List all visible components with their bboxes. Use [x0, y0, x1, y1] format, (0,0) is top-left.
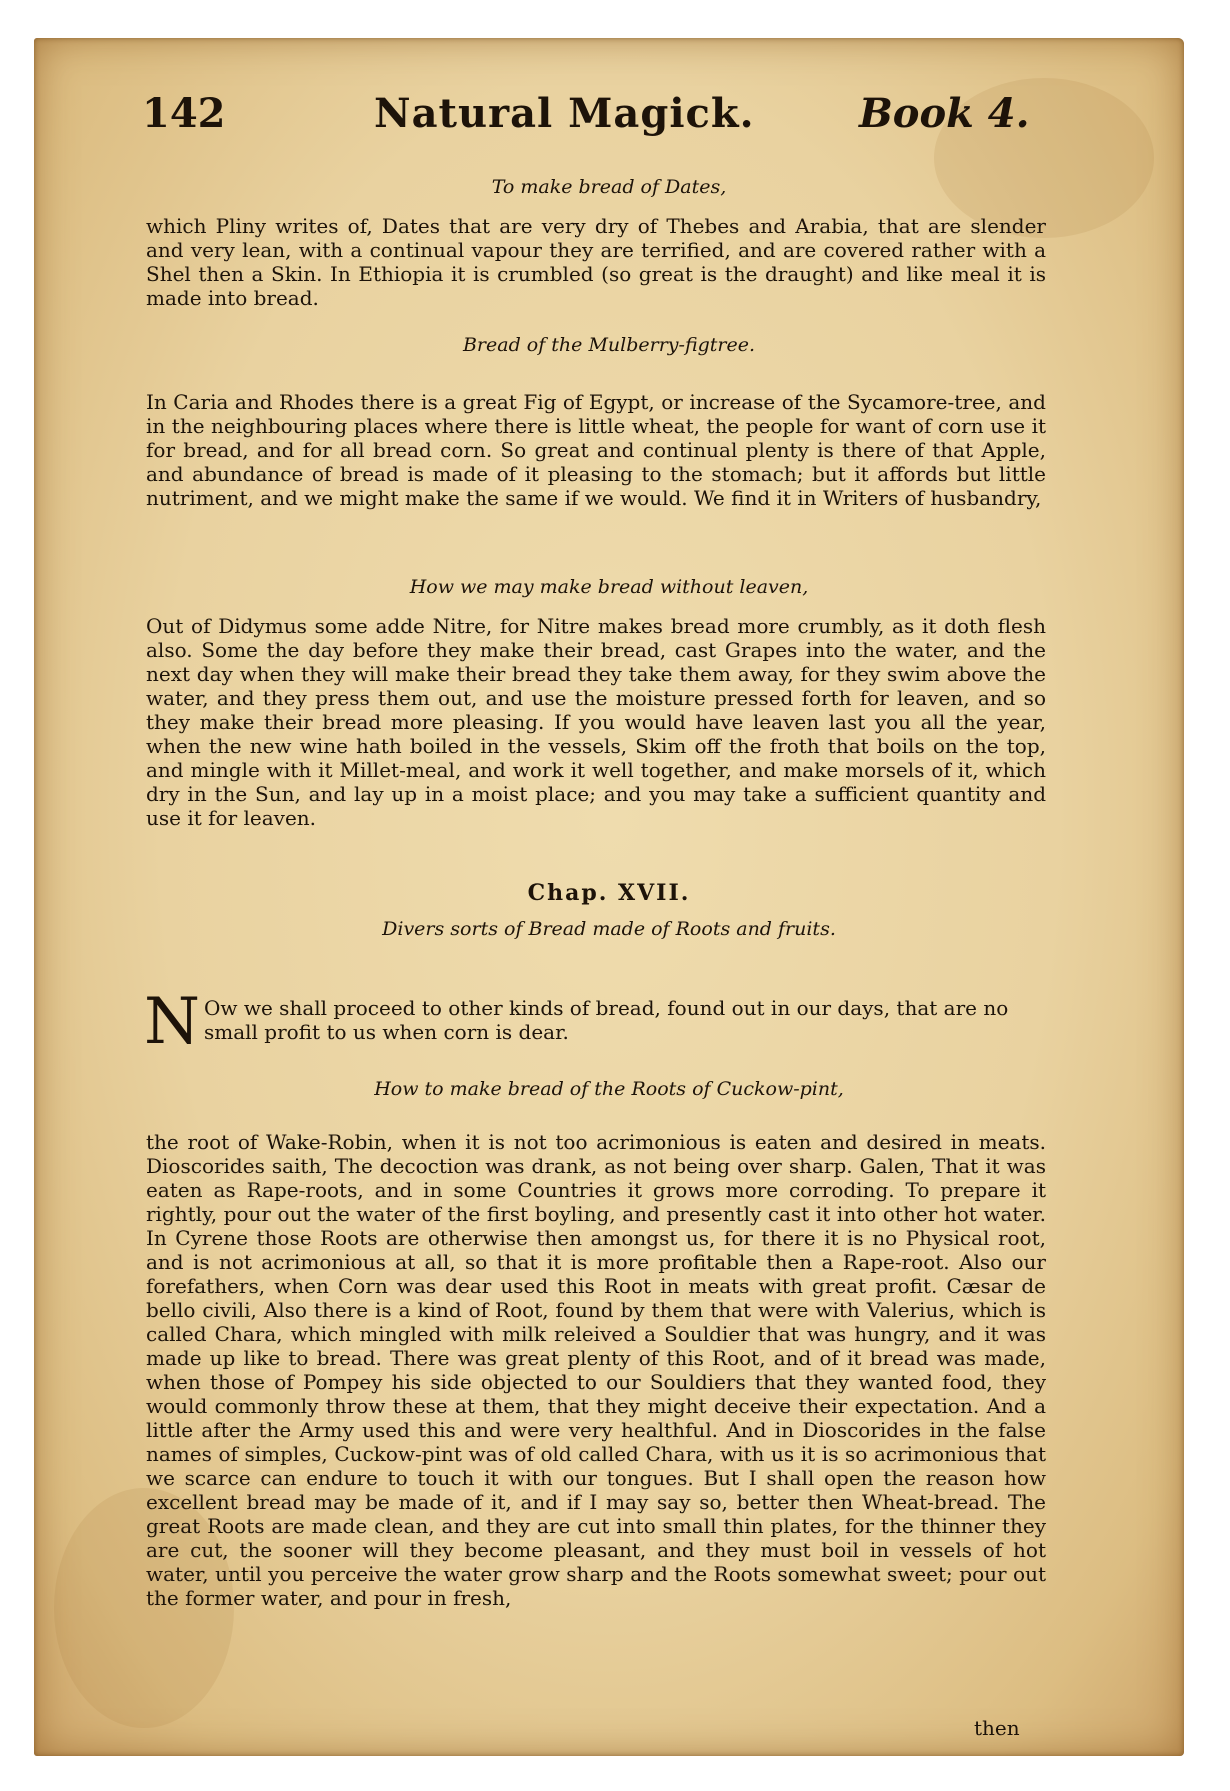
running-title: Natural Magick.: [374, 90, 755, 137]
book-label: Book 4.: [859, 90, 1030, 137]
section-heading: How we may make bread without leaven,: [409, 576, 809, 598]
book-page: [34, 38, 1184, 1756]
section-heading: How to make bread of the Roots of Cuckow-pint,: [374, 1078, 844, 1100]
page-number: 142: [142, 90, 226, 137]
chapter-number: Chap. XVII.: [527, 880, 691, 906]
section-heading: To make bread of Dates,: [491, 176, 727, 198]
section-paragraph: which Pliny writes of, Dates that are very dry of Thebes and Arabia, that are slender and very lean, with a continual vapour they are terrified, and are covered rather with a Shel then a Skin. In Ethiopia it is crumbled (so great is the draught) and like meal it is made into bread.: [146, 214, 1046, 310]
drop-capital: N: [144, 985, 200, 1059]
section-paragraph: In Caria and Rhodes there is a great Fig of Egypt, or increase of the Sycamore-tree, and in the neighbouring places where there is little wheat, the people for want of corn use it for bread, and for all bread corn. So great and continual plenty is there of that Apple, and abundance of bread is made of it pleasing to the stomach; but it affords but little nutriment, and we might make the same if we would. We find it in Writers of husbandry,: [146, 390, 1046, 510]
chapter-intro: Ow we shall proceed to other kinds of bread, found out in our days, that are no small profit to us when corn is dear.: [204, 996, 1009, 1044]
section-heading: Bread of the Mulberry-figtree.: [462, 334, 756, 356]
chapter-title: Divers sorts of Bread made of Roots and fruits.: [382, 918, 836, 940]
section-paragraph: Out of Didymus some adde Nitre, for Nitre makes bread more crumbly, as it doth flesh also. Some the day before they make their bread, cast Grapes into the water, and the next day when they will make their bread they take them away, for they swim above the water, and they press them out, and use the moisture pressed forth for leaven, and so they make their bread more pleasing. If you would have leaven last you all the year, when the new wine hath boiled in the vessels, Skim off the froth that boils on the top, and mingle with it Millet-meal, and work it well together, and make morsels of it, which dry in the Sun, and lay up in a moist place; and you may take a sufficient quantity and use it for leaven.: [146, 614, 1046, 830]
catchword: then: [974, 1716, 1020, 1740]
section-paragraph: the root of Wake-Robin, when it is not too acrimonious is eaten and desired in meats. Dioscorides saith, The decoction was drank, as not being over sharp. Galen, That it was eaten as Rape-roots, and in some Countries it grows more corroding. To prepare it rightly, pour out the water of the first boyling, and presently cast it into other hot water. In Cyrene those Roots are otherwise then amongst us, for there it is no Physical root, and is not acrimonious at all, so that it is more profitable then a Rape-root. Also our forefathers, when Corn was dear used this Root in meats with great profit. Cæsar de bello civili, Also there is a kind of Root, found by them that were with Valerius, which is called Chara, which mingled with milk releived a Souldier that was hungry, and it was made up like to bread. There was great plenty of this Root, and of it bread was made, when those of Pompey his side objected to our Souldiers that they wanted food, they would commonly throw these at them, that they might deceive their expectation. And a little after the Army used this and were very healthful. And in Dioscorides in the false names of simples, Cuckow-pint was of old called Chara, with us it is so acrimonious that we scarce can endure to touch it with our tongues. But I shall open the reason how excellent bread may be made of it, and if I may say so, better then Wheat-bread. The great Roots are made clean, and they are cut into small thin plates, for the thinner they are cut, the sooner will they become pleasant, and they must boil in vessels of hot water, until you perceive the water grow sharp and the Roots somewhat sweet; pour out the former water, and pour in fresh,: [146, 1130, 1046, 1610]
